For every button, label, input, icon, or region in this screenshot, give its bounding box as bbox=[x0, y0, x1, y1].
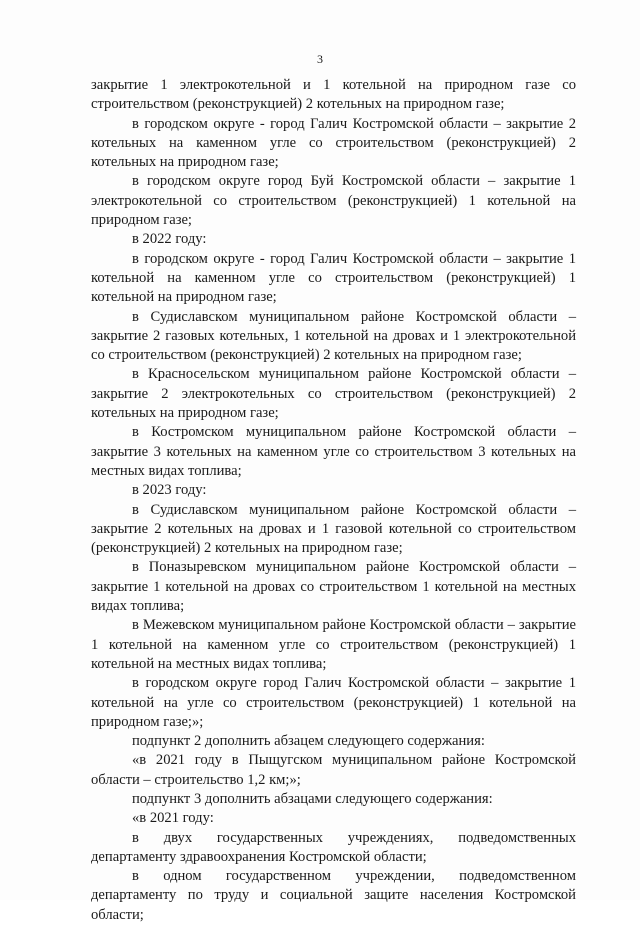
paragraph: в Судиславском муниципальном районе Костромской области – закрытие 2 газовых котельных, 1 котельной на дровах и 1 электрокотельной со строительством (реконструкцией) 2 котельных на природном газе; bbox=[91, 308, 576, 364]
paragraph: в городском округе город Буй Костромской области – закрытие 1 электрокотельной со строительством (реконструкцией) 1 котельной на природном газе; bbox=[91, 173, 576, 229]
paragraph: подпункт 3 дополнить абзацами следующего содержания: bbox=[132, 790, 493, 807]
page-number: 3 bbox=[317, 52, 323, 66]
paragraph: в 2023 году: bbox=[132, 482, 207, 499]
paragraph: в Межевском муниципальном районе Костромской области – закрытие 1 котельной на каменном угле со строительством (реконструкцией) 1 котельной на местных видах топлива; bbox=[91, 617, 576, 672]
paragraph: закрытие 1 электрокотельной и 1 котельной на природном газе со строительством (реконструкцией) 2 котельных на природном газе; bbox=[91, 77, 576, 113]
paragraph: в одном государственном учреждении, подведомственном департаменту по труду и социальной защите населения Костромской области; bbox=[91, 868, 576, 923]
paragraph: «в 2021 году в Пыщугском муниципальном районе Костромской области – строительство 1,2 км;»; bbox=[91, 752, 576, 788]
paragraph: в городском округе - город Галич Костромской области – закрытие 2 котельных на каменном угле со строительством (реконструкцией) 2 котельных на природном газе; bbox=[91, 115, 576, 171]
paragraph: в Судиславском муниципальном районе Костромской области – закрытие 2 котельных на дровах и 1 газовой котельной со строительством (реконструкцией) 2 котельных на природном газе; bbox=[91, 501, 576, 557]
document-body bbox=[91, 76, 576, 925]
paragraph: в Поназыревском муниципальном районе Костромской области – закрытие 1 котельной на дровах со строительством 1 котельной на местных видах топлива; bbox=[91, 559, 576, 615]
paragraph: подпункт 2 дополнить абзацем следующего содержания: bbox=[132, 733, 485, 750]
paragraph: в городском округе - город Галич Костромской области – закрытие 1 котельной на каменном угле со строительством (реконструкцией) 1 котельной на природном газе; bbox=[91, 250, 576, 306]
paragraph: в Костромском муниципальном районе Костромской области – закрытие 3 котельных на каменном угле со строительством 3 котельных на местных видах топлива; bbox=[91, 424, 576, 479]
paragraph: «в 2021 году: bbox=[132, 810, 214, 827]
paragraph: в двух государственных учреждениях, подведомственных департаменту здравоохранения Костромской области; bbox=[91, 829, 576, 865]
paragraph: в Красносельском муниципальном районе Костромской области – закрытие 2 электрокотельных со строительством (реконструкцией) 2 котельных на природном газе; bbox=[91, 366, 576, 422]
paragraph: в городском округе город Галич Костромской области – закрытие 1 котельной на угле со строительством (реконструкцией) 1 котельной на природном газе;»; bbox=[91, 675, 576, 730]
paragraph: в 2022 году: bbox=[132, 231, 207, 248]
